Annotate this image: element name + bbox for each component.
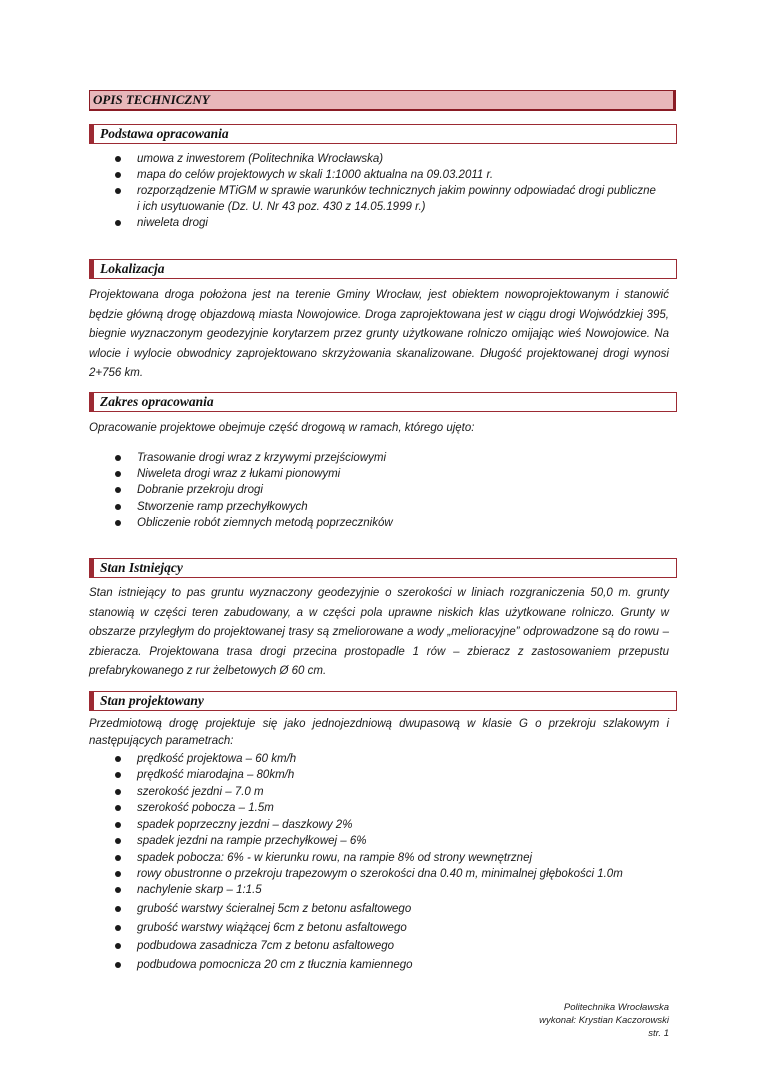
list-item: szerokość jezdni – 7.0 m <box>137 786 264 798</box>
section-title-stan-projektowany <box>89 691 677 711</box>
list-item: szerokość pobocza – 1.5m <box>137 802 274 814</box>
bullet-icon <box>115 172 121 178</box>
section-title-text: Stan Istniejący <box>100 560 183 575</box>
list-item: Dobranie przekroju drogi <box>137 484 263 496</box>
bullet-icon <box>115 455 121 461</box>
section-title-text: Stan projektowany <box>100 693 204 708</box>
bullet-icon <box>115 805 121 811</box>
bullet-icon <box>115 925 121 931</box>
bullet-icon <box>115 756 121 762</box>
list-item: grubość warstwy wiążącej 6cm z betonu asfaltowego <box>137 922 407 934</box>
list-item: prędkość projektowa – 60 km/h <box>137 753 297 765</box>
list-item: spadek pobocza: 6% - w kierunku rowu, na rampie 8% od strony wewnętrznej <box>137 852 533 864</box>
list-item: nachylenie skarp – 1:1.5 <box>137 884 262 896</box>
section-title-text: Lokalizacja <box>100 261 165 276</box>
bullet-icon <box>115 504 121 510</box>
bullet-icon <box>115 220 121 226</box>
list-item: rozporządzenie MTiGM w sprawie warunków technicznych jakim powinny odpowiadać drogi publiczne <box>137 185 656 197</box>
footer-page-number: str. 1 <box>648 1028 669 1039</box>
list-item: rowy obustronne o przekroju trapezowym o szerokości dna 0.40 m, minimalnej głębokości 1.0m <box>137 868 623 880</box>
section-title-text: Podstawa opracowania <box>100 126 229 141</box>
section-accent-bar <box>90 125 94 143</box>
bullet-icon <box>115 838 121 844</box>
bullet-icon <box>115 962 121 968</box>
footer-institution: Politechnika Wrocławska <box>563 1002 669 1013</box>
bullet-icon <box>115 471 121 477</box>
list-item: Niweleta drogi wraz z łukami pionowymi <box>137 468 341 480</box>
list-item: Stworzenie ramp przechyłkowych <box>137 501 308 513</box>
bullet-icon <box>115 188 121 194</box>
bullet-icon <box>115 887 121 893</box>
list-item: Trasowanie drogi wraz z krzywymi przejściowymi <box>137 452 387 464</box>
list-item: spadek poprzeczny jezdni – daszkowy 2% <box>137 819 353 831</box>
list-item: podbudowa zasadnicza 7cm z betonu asfaltowego <box>137 940 395 952</box>
list-item: umowa z inwestorem (Politechnika Wrocławska) <box>137 153 384 165</box>
bullet-icon <box>115 943 121 949</box>
bullet-icon <box>115 871 121 877</box>
section-accent-bar <box>90 393 94 411</box>
section-title-lokalizacja <box>89 259 677 279</box>
bullet-icon <box>115 520 121 526</box>
stan-istniejacy-paragraph: Stan istniejący to pas gruntu wyznaczony geodezyjnie o szerokości w liniach rozgraniczenia 50,0 m. grunty stanowią w części teren zabudowany, a w części pola uprawne niskich klas użytkowane rolniczo. Grunty w obszarze przyległym do projektowanej trasy są zmeliorowane a wody „melioracyjne” odprowadzone są do rowu – zbieracza. Projektowana trasa drogi przecina prostopadle 1 rów – zbieracz z zastosowaniem przepustu prefabrykowanego z rur żelbetowych Ø 60 cm. <box>89 587 669 677</box>
list-item: Obliczenie robót ziemnych metodą poprzeczników <box>137 517 393 529</box>
bullet-icon <box>115 855 121 861</box>
list-item: podbudowa pomocnicza 20 cm z tłucznia kamiennego <box>137 959 413 971</box>
section-accent-bar <box>90 559 94 577</box>
bullet-icon <box>115 487 121 493</box>
page-footer <box>539 1001 669 1040</box>
bullet-icon <box>115 789 121 795</box>
list-item: prędkość miarodajna – 80km/h <box>137 769 295 781</box>
bullet-icon <box>115 772 121 778</box>
bullet-icon <box>115 156 121 162</box>
stan-projektowany-intro: Przedmiotową drogę projektuje się jako jednojezdniową dwupasową w klasie G o przekroju szlakowym i następujących parametrach: <box>89 718 669 747</box>
list-item: niweleta drogi <box>137 217 208 229</box>
list-item: grubość warstwy ścieralnej 5cm z betonu asfaltowego <box>137 903 412 915</box>
list-item-continuation: i ich usytuowanie (Dz. U. Nr 43 poz. 430 z 14.05.1999 r.) <box>137 201 426 213</box>
main-title: OPIS TECHNICZNY <box>89 90 676 111</box>
lokalizacja-paragraph: Projektowana droga położona jest na terenie Gminy Wrocław, jest obiektem nowoprojektowanym i stanowić będzie główną drogę objazdową miasta Nowojowice. Droga zaprojektowana jest w ciągu drogi Wojwódzkiej 395, biegnie wyznaczonym geodezyjnie korytarzem przez grunty użytkowane rolniczo omijając wieś Nowojowice. Na wlocie i wylocie obwodnicy zaprojektowano skrzyżowania skanalizowane. Długość projektowanej drogi wynosi 2+756 km. <box>89 289 669 379</box>
bullet-icon <box>115 822 121 828</box>
section-accent-bar <box>90 692 94 710</box>
section-title-zakres <box>89 392 677 412</box>
list-item: spadek jezdni na rampie przechyłkowej – 6% <box>137 835 367 847</box>
section-title-stan-istniejacy <box>89 558 677 578</box>
bullet-icon <box>115 906 121 912</box>
footer-author: wykonał: Krystian Kaczorowski <box>539 1015 669 1026</box>
list-item: mapa do celów projektowych w skali 1:1000 aktualna na 09.03.2011 r. <box>137 169 494 181</box>
section-accent-bar <box>90 260 94 278</box>
section-title-podstawa <box>89 124 677 144</box>
section-title-text: Zakres opracowania <box>100 394 214 409</box>
zakres-intro: Opracowanie projektowe obejmuje część drogową w ramach, którego ujęto: <box>89 422 475 434</box>
